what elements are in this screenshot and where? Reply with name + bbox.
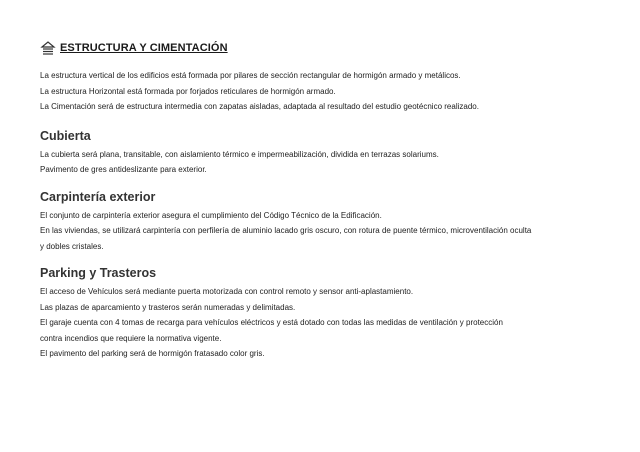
parking-line: El garaje cuenta con 4 tomas de recarga para vehículos eléctricos y está dotado con todas las medidas de ventilación y protección [40,318,503,327]
carpinteria-line: y dobles cristales. [40,241,104,251]
parking-line: Las plazas de aparcamiento y trasteros serán numeradas y delimitadas. [40,302,296,312]
main-section-heading [40,40,620,56]
carpinteria-line: El conjunto de carpintería exterior asegura el cumplimiento del Código Técnico de la Edificación. [40,210,382,220]
cubierta-line: Pavimento de gres antideslizante para exterior. [40,165,207,174]
carpinteria-title: Carpintería exterior [40,189,156,204]
estructura-line: La estructura Horizontal está formada por forjados reticulares de hormigón armado. [40,86,336,96]
estructura-line: La Cimentación será de estructura intermedia con zapatas aisladas, adaptada al resultado del estudio geotécnico realizado. [40,102,479,111]
carpinteria-line: En las viviendas, se utilizará carpintería con perfilería de aluminio lacado gris oscuro, con rotura de puente térmico, microventilación oculta [40,226,532,235]
parking-line: El acceso de Vehículos será mediante puerta motorizada con control remoto y sensor anti-aplastamiento. [40,287,414,296]
estructura-title: ESTRUCTURA Y CIMENTACIÓN [60,42,228,54]
parking-line: contra incendios que requiere la normativa vigente. [40,333,222,343]
cubierta-line: La cubierta será plana, transitable, con aislamiento térmico e impermeabilización, dividida en terrazas solariums. [40,149,439,159]
estructura-line: La estructura vertical de los edificios está formada por pilares de sección rectangular de hormigón armado y metálicos. [40,71,461,80]
building-icon [40,40,56,56]
parking-title: Parking y Trasteros [40,266,157,280]
parking-line: El pavimento del parking será de hormigón fratasado color gris. [40,349,265,358]
cubierta-title: Cubierta [40,128,91,143]
